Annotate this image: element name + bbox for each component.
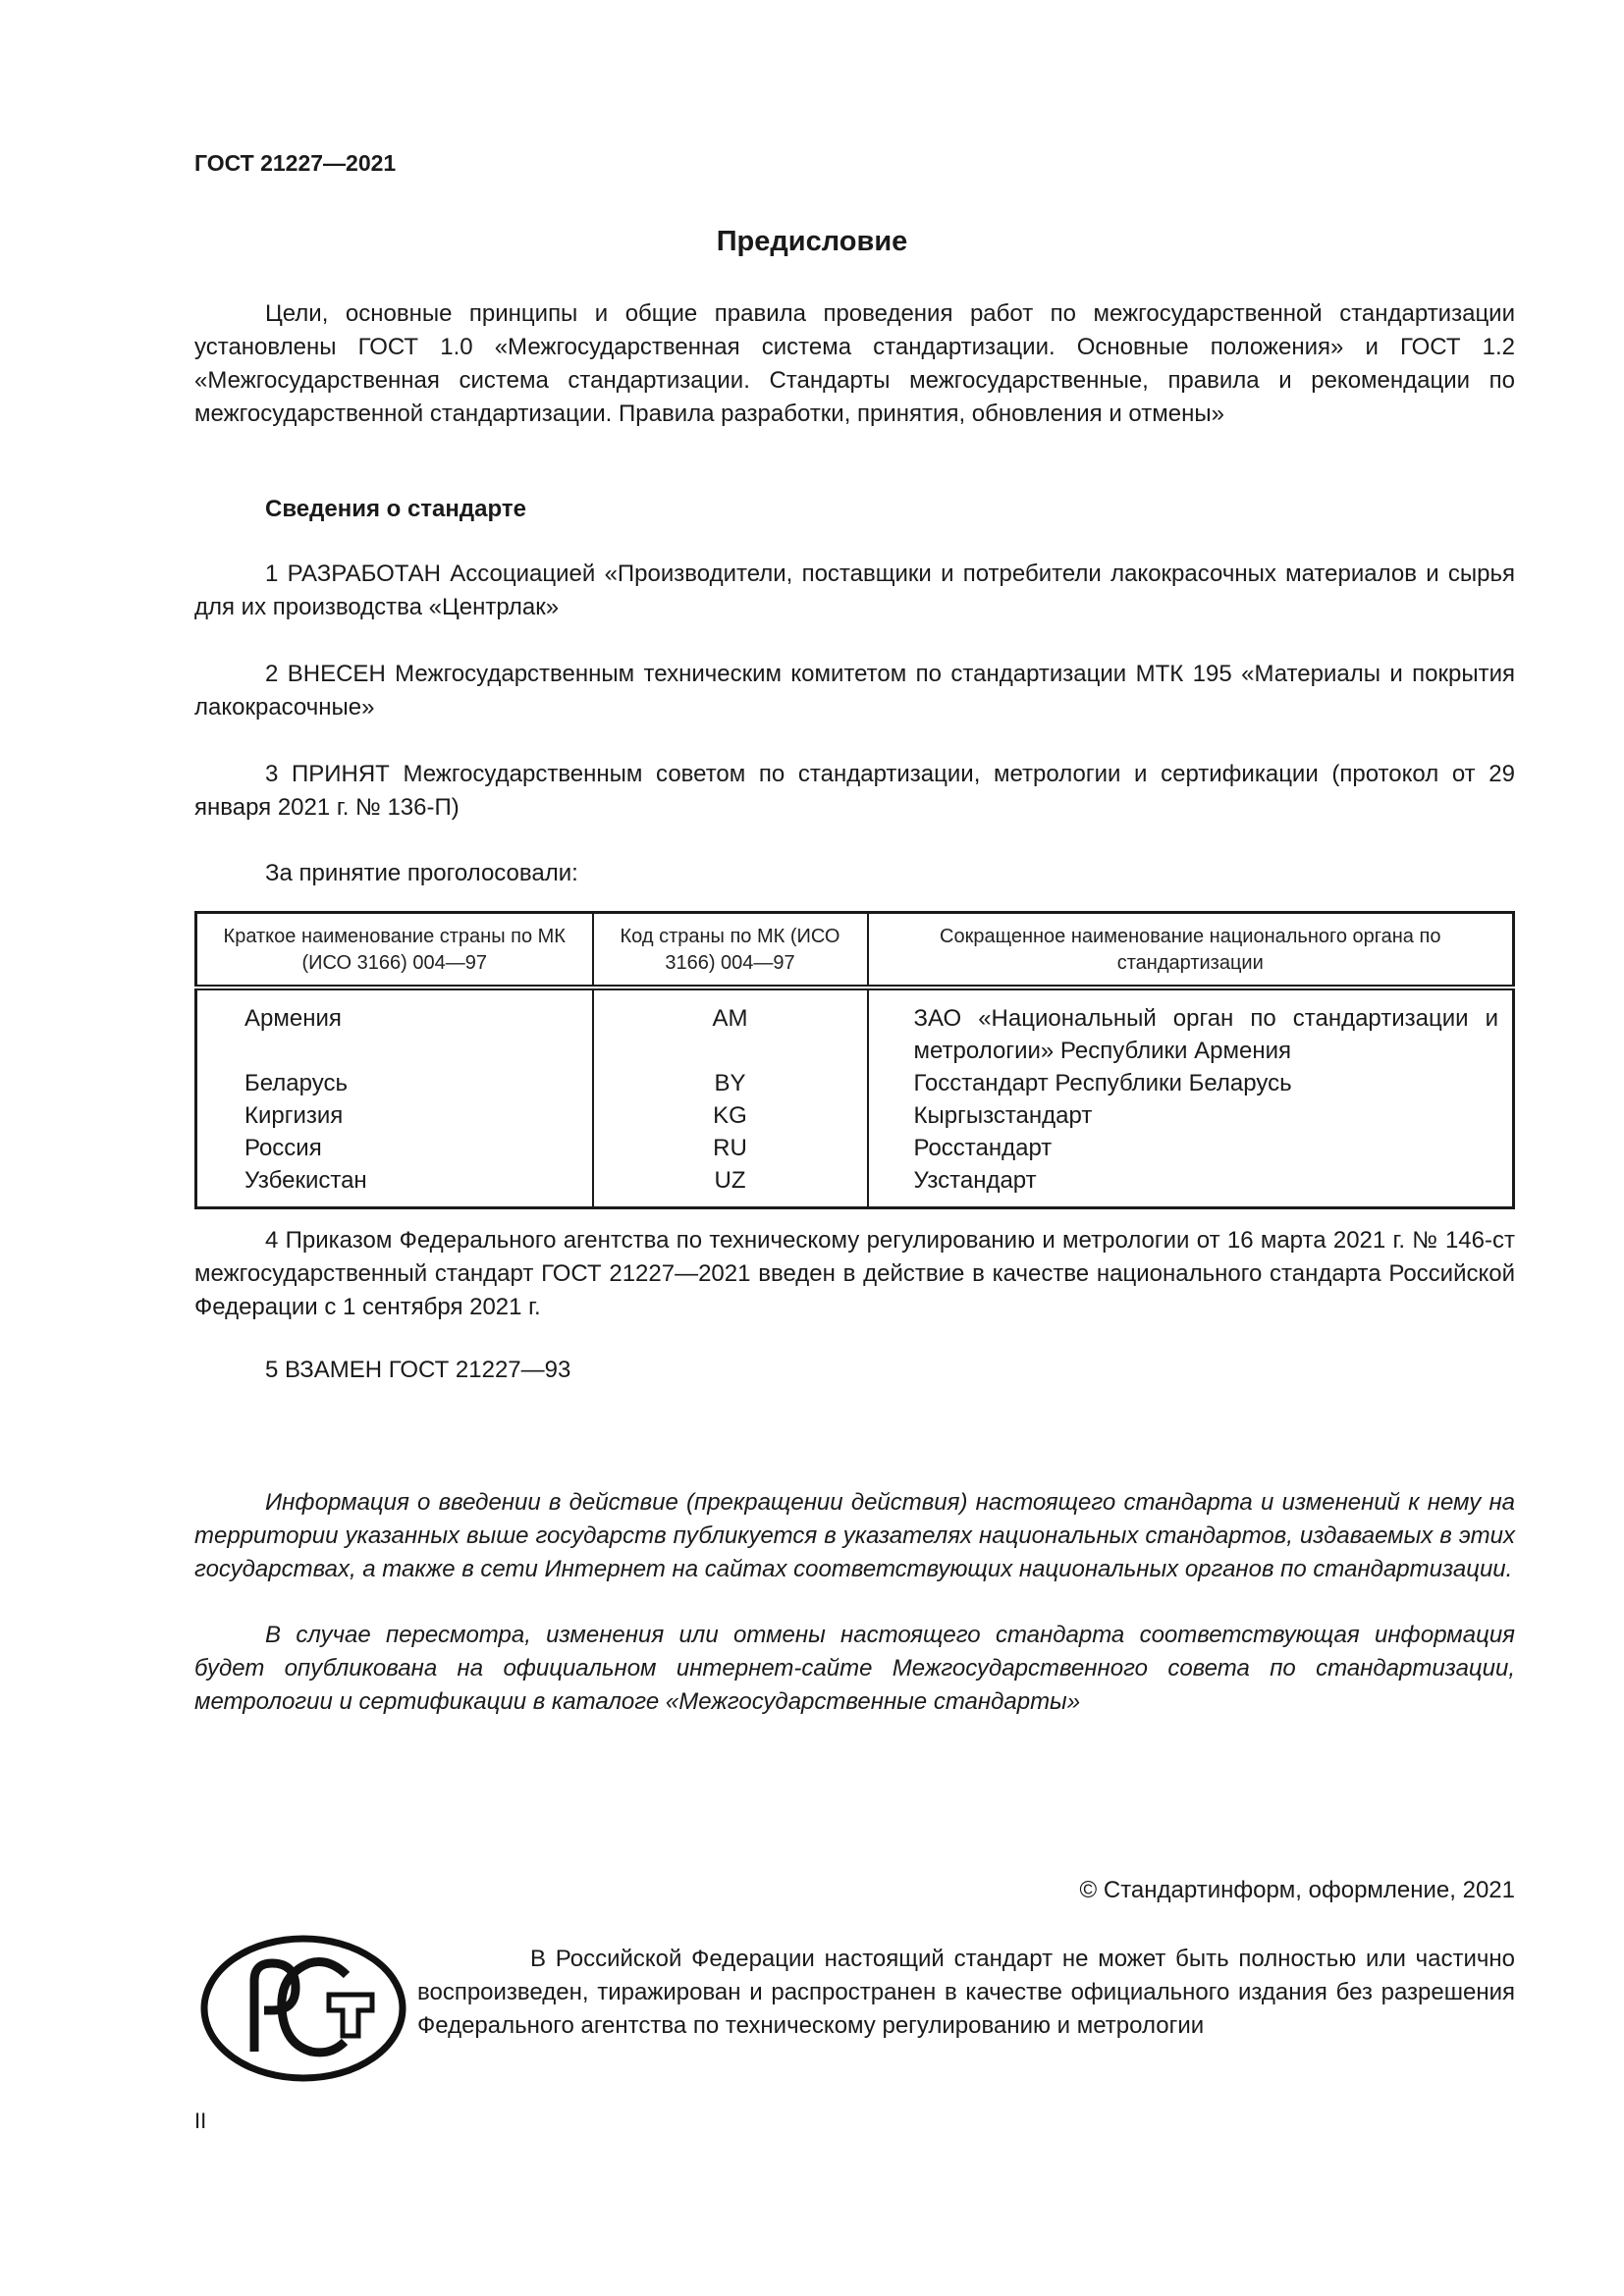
copyright-notice: В Российской Федерации настоящий стандарт не может быть полностью или частично воспроизведен, тиражирован и распространен в качестве официального издания без разрешения Федерального агентства по техническому регулированию и метрологии <box>417 1946 1515 2039</box>
code-cell: RU <box>593 1132 868 1164</box>
column-header-code: Код страны по МК (ИСО 3166) 004—97 <box>593 913 868 988</box>
table-header-row <box>196 913 1514 988</box>
info-paragraph-1: Информация о введении в действие (прекращении действия) настоящего стандарта и изменений к нему на территории указанных выше государств публикуется в указателях национальных стандартов, издаваемых в этих государствах, а также в сети Интернет на сайтах соответствующих национальных органов по стандартизации. <box>194 1489 1515 1582</box>
page-title: Предисловие <box>716 226 908 257</box>
info-paragraph-2: В случае пересмотра, изменения или отмены настоящего стандарта соответствующая информация будет опубликована на официальном интернет-сайте Межгосударственного совета по стандартизации, метрологии и сертификации в каталоге «Межгосударственные стандарты» <box>194 1622 1515 1715</box>
intro-paragraph: Цели, основные принципы и общие правила проведения работ по межгосударственной стандартизации установлены ГОСТ 1.0 «Межгосударственная система стандартизации. Основные положения» и ГОСТ 1.2 «Межгосударственная система стандартизации. Стандарты межгосударственные, правила и рекомендации по межгосударственной стандартизации. Правила разработки, принятия, обновления и отмены» <box>194 300 1515 427</box>
page-number: II <box>194 2109 207 2133</box>
item-4: 4 Приказом Федерального агентства по техническому регулированию и метрологии от 16 марта 2021 г. № 146-ст межгосударственный стандарт ГОСТ 21227—2021 введен в действие в качестве национального стандарта Российской Федерации с 1 сентября 2021 г. <box>194 1227 1515 1320</box>
table-row <box>196 1067 1514 1099</box>
item-3: 3 ПРИНЯТ Межгосударственным советом по стандартизации, метрологии и сертификации (протокол от 29 января 2021 г. № 136-П) <box>194 761 1515 821</box>
voting-table <box>194 911 1515 1209</box>
code-cell: KG <box>593 1099 868 1132</box>
organization-cell: Узстандарт <box>868 1164 1514 1208</box>
item-5: 5 ВЗАМЕН ГОСТ 21227—93 <box>265 1357 571 1383</box>
organization-cell: Кыргызстандарт <box>868 1099 1514 1132</box>
country-cell: Россия <box>244 1135 322 1161</box>
code-cell: AM <box>593 988 868 1067</box>
rst-logo <box>199 1934 407 2088</box>
column-header-organization: Сокращенное наименование национального органа по стандартизации <box>868 913 1514 988</box>
table-row <box>196 988 1514 1067</box>
code-cell: BY <box>593 1067 868 1099</box>
item-1: 1 РАЗРАБОТАН Ассоциацией «Производители, поставщики и потребители лакокрасочных материалов и сырья для их производства «Центрлак» <box>194 561 1515 620</box>
column-header-country: Краткое наименование страны по МК (ИСО 3166) 004—97 <box>196 913 593 988</box>
organization-cell: Госстандарт Республики Беларусь <box>868 1067 1514 1099</box>
table-row <box>196 1099 1514 1132</box>
document-id: ГОСТ 21227—2021 <box>194 150 397 176</box>
table-row <box>196 1132 1514 1164</box>
code-cell: UZ <box>593 1164 868 1208</box>
country-cell: Узбекистан <box>244 1167 367 1194</box>
rst-logo-icon <box>199 1934 407 2083</box>
organization-cell: ЗАО «Национальный орган по стандартизации и метрологии» Республики Армения <box>868 988 1514 1067</box>
section-title: Сведения о стандарте <box>265 496 526 522</box>
item-2: 2 ВНЕСЕН Межгосударственным техническим комитетом по стандартизации МТК 195 «Материалы и покрытия лакокрасочные» <box>194 661 1515 721</box>
copyright: © Стандартинформ, оформление, 2021 <box>1079 1877 1515 1903</box>
country-cell: Киргизия <box>244 1102 344 1129</box>
organization-cell: Росстандарт <box>868 1132 1514 1164</box>
vote-label: За принятие проголосовали: <box>265 860 578 886</box>
table-row <box>196 1164 1514 1208</box>
country-cell: Беларусь <box>244 1070 348 1096</box>
country-cell: Армения <box>244 1005 342 1032</box>
